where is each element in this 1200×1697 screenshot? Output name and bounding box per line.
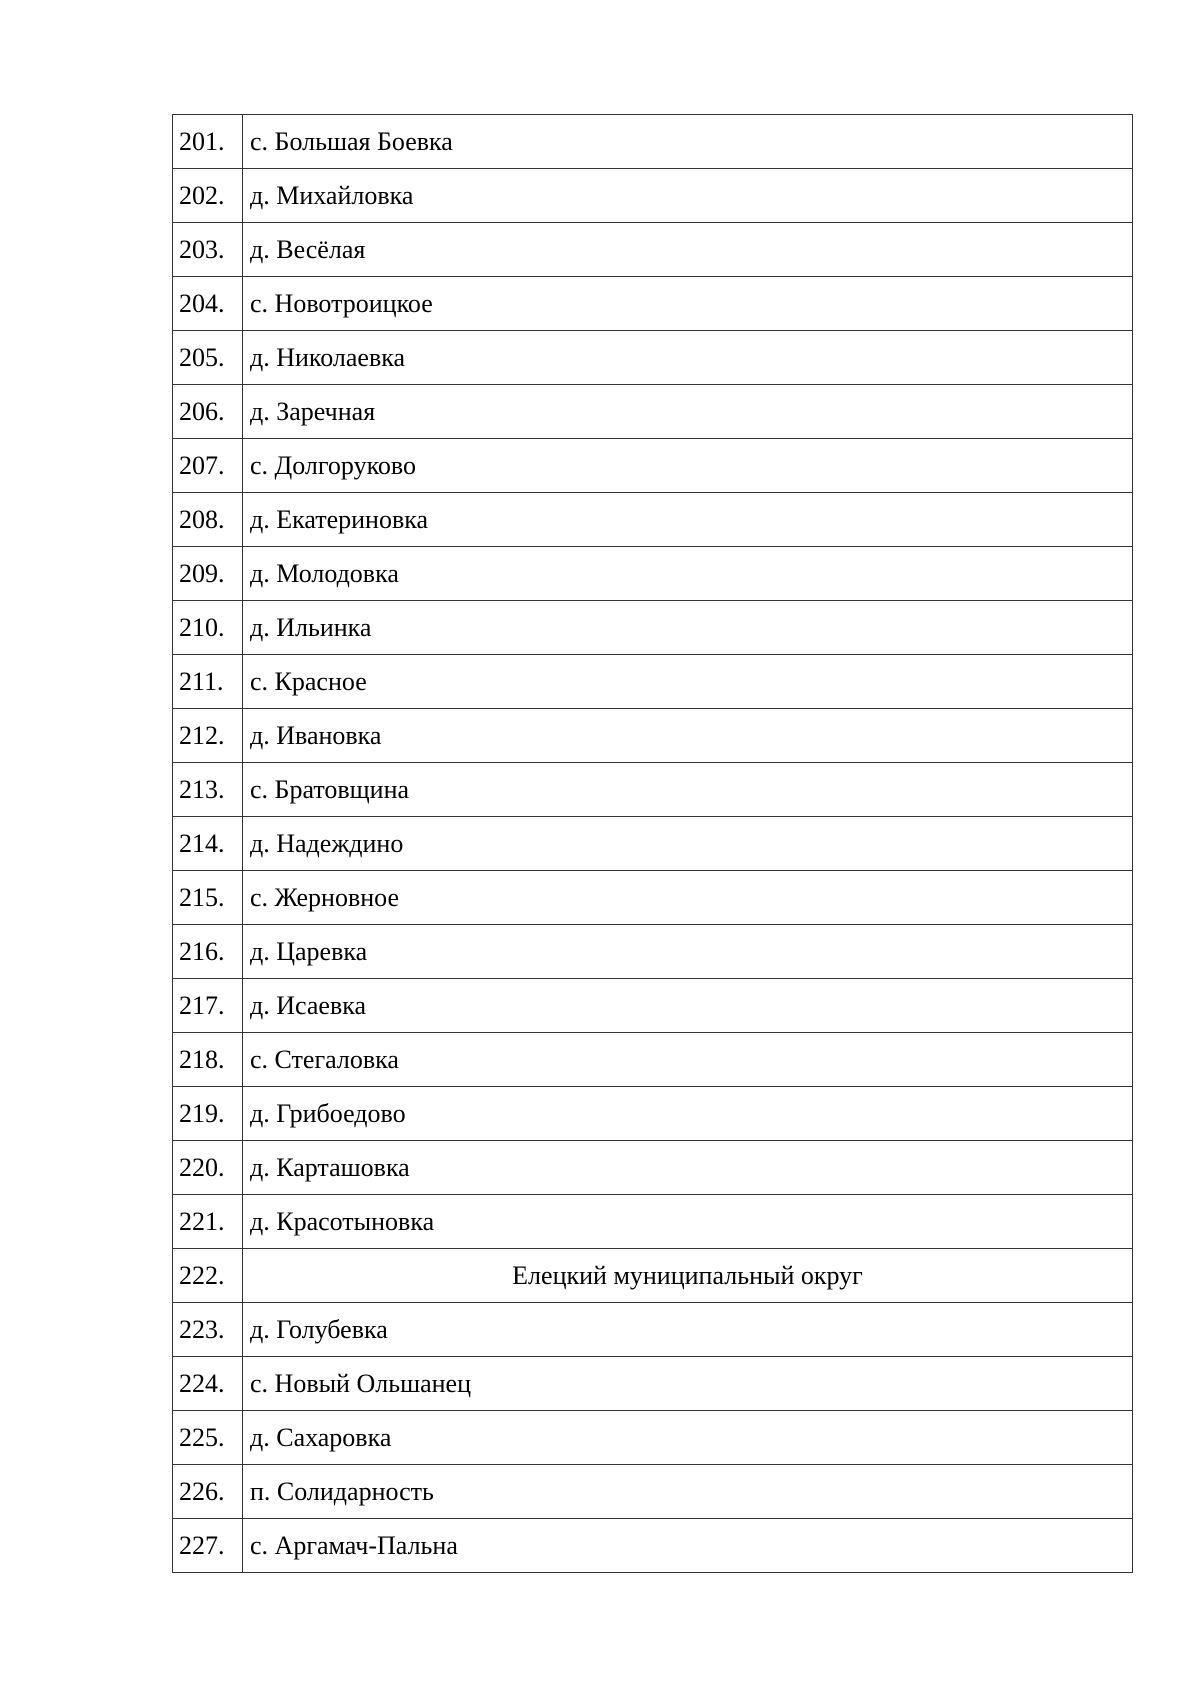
table-row [173, 1411, 1133, 1465]
settlement-name-cell: д. Сахаровка [243, 1411, 1133, 1465]
row-number-cell: 203. [173, 223, 243, 277]
settlement-name-cell: д. Молодовка [243, 547, 1133, 601]
settlement-name-cell: с. Большая Боевка [243, 115, 1133, 169]
table-row [173, 1519, 1133, 1573]
row-number-cell: 219. [173, 1087, 243, 1141]
row-number-cell: 210. [173, 601, 243, 655]
settlement-name-cell: д. Екатериновка [243, 493, 1133, 547]
settlement-name-cell: с. Братовщина [243, 763, 1133, 817]
table-row [173, 331, 1133, 385]
settlement-name-cell: д. Царевка [243, 925, 1133, 979]
row-number-cell: 222. [173, 1249, 243, 1303]
row-number-cell: 207. [173, 439, 243, 493]
table-row [173, 169, 1133, 223]
row-number-cell: 217. [173, 979, 243, 1033]
row-number-cell: 221. [173, 1195, 243, 1249]
settlement-name-cell: с. Стегаловка [243, 1033, 1133, 1087]
row-number-cell: 220. [173, 1141, 243, 1195]
row-number-cell: 224. [173, 1357, 243, 1411]
settlement-name-cell: д. Грибоедово [243, 1087, 1133, 1141]
settlement-name-cell: д. Исаевка [243, 979, 1133, 1033]
row-number-cell: 211. [173, 655, 243, 709]
row-number-cell: 214. [173, 817, 243, 871]
table-row [173, 655, 1133, 709]
settlement-name-cell: п. Солидарность [243, 1465, 1133, 1519]
table-row [173, 1303, 1133, 1357]
settlement-name-cell: д. Заречная [243, 385, 1133, 439]
settlement-name-cell: с. Аргамач-Пальна [243, 1519, 1133, 1573]
settlement-name-cell: д. Николаевка [243, 331, 1133, 385]
section-title-cell: Елецкий муниципальный округ [243, 1249, 1133, 1303]
row-number-cell: 212. [173, 709, 243, 763]
table-row [173, 439, 1133, 493]
row-number-cell: 216. [173, 925, 243, 979]
settlement-name-cell: с. Новотроицкое [243, 277, 1133, 331]
settlements-table-body [173, 115, 1133, 1573]
row-number-cell: 223. [173, 1303, 243, 1357]
table-row [173, 601, 1133, 655]
table-row [173, 871, 1133, 925]
settlement-name-cell: с. Долгоруково [243, 439, 1133, 493]
row-number-cell: 225. [173, 1411, 243, 1465]
row-number-cell: 226. [173, 1465, 243, 1519]
table-row [173, 493, 1133, 547]
table-row [173, 547, 1133, 601]
settlement-name-cell: д. Голубевка [243, 1303, 1133, 1357]
row-number-cell: 201. [173, 115, 243, 169]
table-row [173, 1465, 1133, 1519]
table-row [173, 817, 1133, 871]
table-row [173, 925, 1133, 979]
settlement-name-cell: д. Красотыновка [243, 1195, 1133, 1249]
table-row [173, 115, 1133, 169]
table-row [173, 1357, 1133, 1411]
settlement-name-cell: с. Новый Ольшанец [243, 1357, 1133, 1411]
table-row [173, 223, 1133, 277]
row-number-cell: 205. [173, 331, 243, 385]
settlement-name-cell: д. Надеждино [243, 817, 1133, 871]
table-row [173, 277, 1133, 331]
settlement-name-cell: д. Весёлая [243, 223, 1133, 277]
settlement-name-cell: с. Жерновное [243, 871, 1133, 925]
row-number-cell: 209. [173, 547, 243, 601]
table-row [173, 763, 1133, 817]
settlement-name-cell: д. Михайловка [243, 169, 1133, 223]
table-row [173, 1195, 1133, 1249]
row-number-cell: 208. [173, 493, 243, 547]
table-row [173, 979, 1133, 1033]
row-number-cell: 206. [173, 385, 243, 439]
row-number-cell: 204. [173, 277, 243, 331]
table-row [173, 385, 1133, 439]
row-number-cell: 227. [173, 1519, 243, 1573]
table-row [173, 1087, 1133, 1141]
table-row [173, 1033, 1133, 1087]
settlement-name-cell: д. Ивановка [243, 709, 1133, 763]
settlements-table [172, 114, 1133, 1573]
section-header-row [173, 1249, 1133, 1303]
settlement-name-cell: д. Ильинка [243, 601, 1133, 655]
row-number-cell: 218. [173, 1033, 243, 1087]
settlement-name-cell: д. Карташовка [243, 1141, 1133, 1195]
settlement-name-cell: с. Красное [243, 655, 1133, 709]
row-number-cell: 215. [173, 871, 243, 925]
table-row [173, 709, 1133, 763]
table-row [173, 1141, 1133, 1195]
row-number-cell: 213. [173, 763, 243, 817]
row-number-cell: 202. [173, 169, 243, 223]
